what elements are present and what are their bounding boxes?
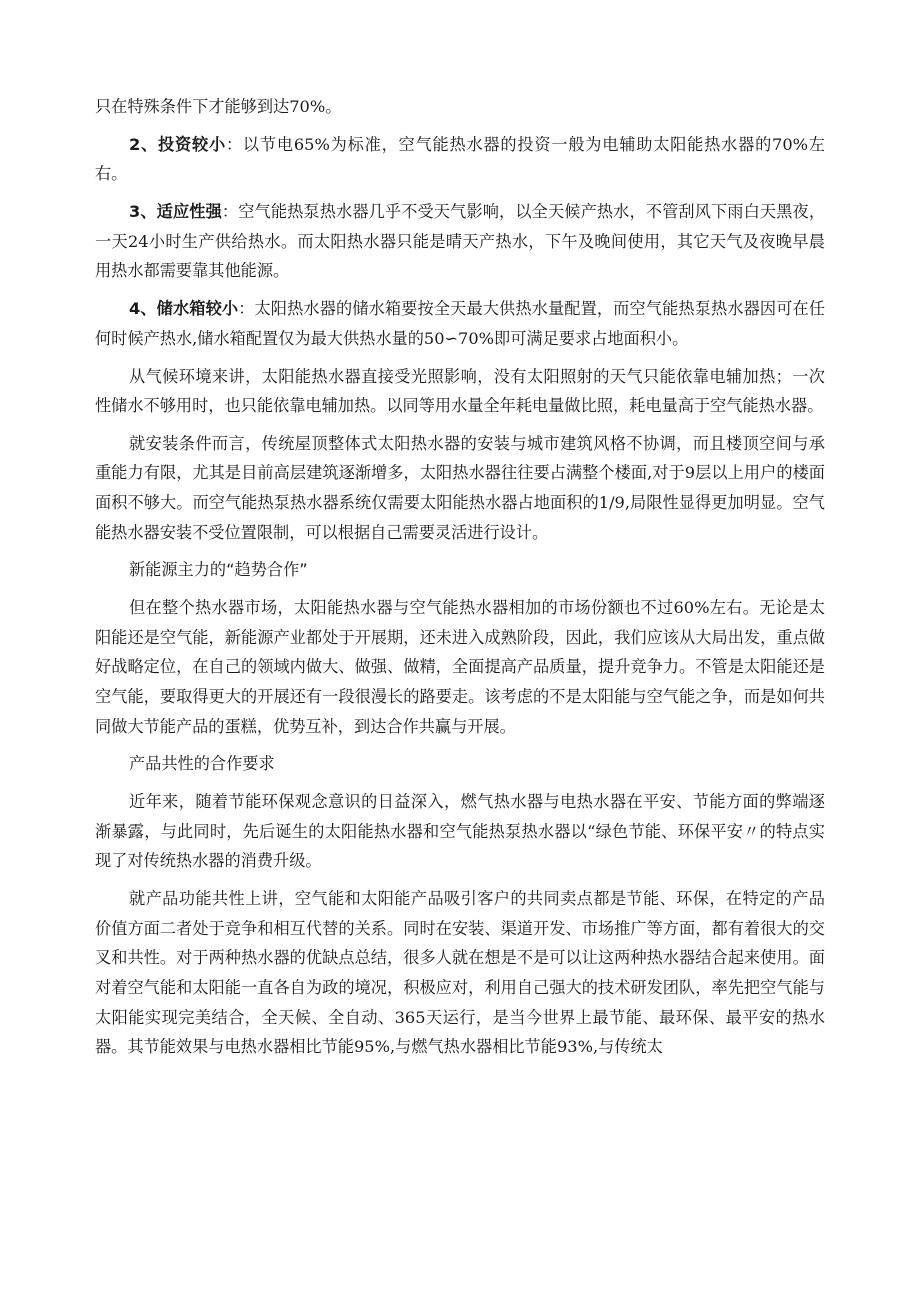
paragraph-investment [95,130,825,189]
paragraph-text: ：以节电65%为标准，空气能热水器的投资一般为电辅助太阳能热水器的70%左右。 [95,134,825,184]
paragraph-market [95,593,825,741]
heading-text: 产品共性的合作要求 [129,754,275,774]
paragraph-text: ：空气能热泵热水器几乎不受天气影响，以全天候产热水，不管刮风下雨白天黑夜，一天24小时生产供给热水。而太阳热水器只能是晴天产热水，下午及晚间使用，其它天气及夜晚早晨用热水都需要靠其他能源。 [95,202,826,281]
paragraph-text: 从气候环境来讲，太阳能热水器直接受光照影响，没有太阳照射的天气只能依靠电辅加热；一次性储水不够用时，也只能依靠电辅加热。以同等用水量全年耗电量做比照，耗电量高于空气能热水器。 [95,366,825,416]
paragraph-lead: 4、储水箱较小 [129,299,239,319]
section-heading-commonality [95,749,825,779]
paragraph-continuation [95,92,825,122]
paragraph-product-function [95,884,825,1062]
paragraph-installation [95,429,825,547]
section-heading-trend [95,555,825,585]
paragraph-lead: 2、投资较小 [129,134,226,154]
paragraph-recent-years [95,787,825,876]
paragraph-adaptability [95,197,825,286]
paragraph-text: ：太阳热水器的储水箱要按全天最大供热水量配置，而空气能热泵热水器因可在任何时候产热水,储水箱配置仅为最大供热水量的50∽70%即可满足要求占地面积小。 [95,299,825,348]
paragraph-storage-tank [95,294,825,353]
paragraph-lead: 3、适应性强 [129,202,222,222]
paragraph-text: 就产品功能共性上讲，空气能和太阳能产品吸引客户的共同卖点都是节能、环保，在特定的产品价值方面二者处于竞争和相互代替的关系。同时在安装、渠道开发、市场推广等方面，都有着很大的交叉和共性。对于两种热水器的优缺点总结，很多人就在想是不是可以让这两种热水器结合起来使用。面对着空气能和太阳能一直各自为政的境况，积极应对，利用自己强大的技术研发团队，率先把空气能与太阳能实现完美结合，全天候、全自动、365天运行，是当今世界上最节能、最环保、最平安的热水器。其节能效果与电热水器相比节能95%,与燃气热水器相比节能93%,与传统太 [95,889,825,1057]
paragraph-climate [95,362,825,421]
paragraph-text: 就安装条件而言，传统屋顶整体式太阳热水器的安装与城市建筑风格不协调，而且楼顶空间与承重能力有限，尤其是目前高层建筑逐渐增多，太阳热水器往往要占满整个楼面,对于9层以上用户的楼面面积不够大。而空气能热泵热水器系统仅需要太阳能热水器占地面积的1/9,局限性显得更加明显。空气能热水器安装不受位置限制，可以根据自己需要灵活进行设计。 [95,433,825,542]
heading-text: 新能源主力的“趋势合作” [129,560,308,580]
paragraph-text: 近年来，随着节能环保观念意识的日益深入，燃气热水器与电热水器在平安、节能方面的弊端逐渐暴露，与此同时，先后诞生的太阳能热水器和空气能热泵热水器以“绿色节能、环保平安〃的特点实现了对传统热水器的消费升级。 [95,792,825,871]
document-page [95,92,825,1070]
paragraph-text: 只在特殊条件下才能够到达70%。 [95,97,342,116]
paragraph-text: 但在整个热水器市场，太阳能热水器与空气能热水器相加的市场份额也不过60%左右。无论是太阳能还是空气能，新能源产业都处于开展期，还未进入成熟阶段，因此，我们应该从大局出发，重点做好战略定位，在自己的领域内做大、做强、做精，全面提高产品质量，提升竞争力。不管是太阳能还是空气能，要取得更大的开展还有一段很漫长的路要走。该考虑的不是太阳能与空气能之争，而是如何共同做大节能产品的蛋糕，优势互补，到达合作共赢与开展。 [95,598,825,736]
